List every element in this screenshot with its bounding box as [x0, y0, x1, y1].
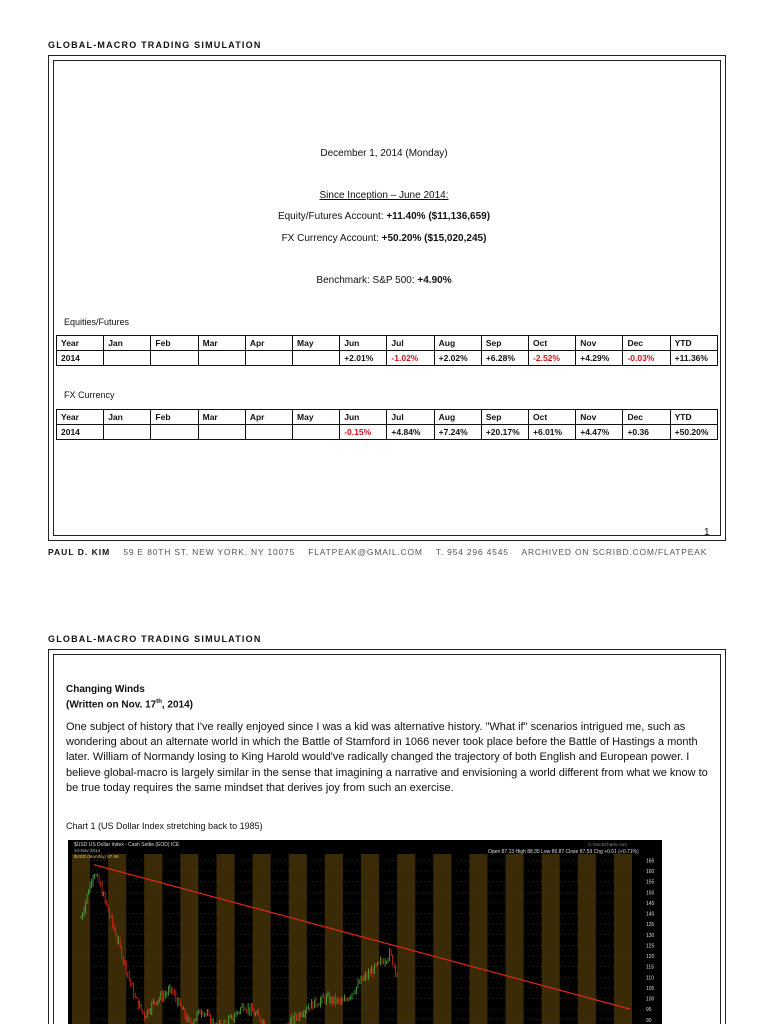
table-cell-year: 2014	[57, 351, 104, 366]
footer-archive[interactable]: ARCHIVED ON SCRIBD.COM/FLATPEAK	[521, 547, 708, 557]
chart-watermark: © StockCharts.com	[588, 842, 627, 847]
report-frame	[48, 55, 726, 541]
y-tick-label: 105	[646, 985, 655, 992]
column-header-jul: Jul	[387, 410, 434, 425]
table-cell-jan	[104, 351, 151, 366]
table-cell-ytd: +50.20%	[670, 425, 717, 440]
fx-returns-table	[56, 409, 718, 440]
y-tick-label: 120	[646, 954, 655, 960]
table-cell-may	[293, 351, 340, 366]
y-tick-label: 110	[646, 975, 654, 982]
table-cell-mar	[198, 351, 245, 366]
table-cell-dec: +0.36	[623, 425, 670, 440]
table-cell-apr	[245, 425, 292, 440]
fx-section-label: FX Currency	[64, 390, 115, 400]
page-number: 1	[704, 527, 710, 538]
column-header-sep: Sep	[481, 410, 528, 425]
column-header-sep: Sep	[481, 336, 528, 351]
column-header-jun: Jun	[340, 336, 387, 351]
table-cell-ytd: +11.36%	[670, 351, 717, 366]
column-header-aug: Aug	[434, 410, 481, 425]
column-header-may: May	[293, 336, 340, 351]
page-header: GLOBAL-MACRO TRADING SIMULATION	[48, 40, 262, 50]
table-cell-jan	[104, 425, 151, 440]
column-header-ytd: YTD	[670, 336, 717, 351]
y-tick-label: 90	[646, 1017, 652, 1024]
table-cell-jun: -0.15%	[340, 425, 387, 440]
table-header-row	[57, 336, 718, 351]
column-header-feb: Feb	[151, 410, 198, 425]
table-cell-oct: -2.52%	[529, 351, 576, 366]
y-tick-label: 130	[646, 932, 655, 939]
column-header-mar: Mar	[198, 336, 245, 351]
chart-header-ohlc: Open 87.13 High 88.35 Low 86.87 Close 87.59 Chg +0.61 (+0.71%)	[488, 849, 639, 855]
table-cell-feb	[151, 351, 198, 366]
equity-account-value: +11.40% ($11,136,659)	[386, 211, 491, 222]
y-tick-label: 115	[646, 964, 654, 971]
since-inception-heading: Since Inception – June 2014:	[319, 190, 449, 201]
table-cell-sep: +6.28%	[481, 351, 528, 366]
table-cell-jun: +2.01%	[340, 351, 387, 366]
page-header: GLOBAL-MACRO TRADING SIMULATION	[48, 634, 262, 644]
chart-header-date: 14-Nov-2014	[74, 848, 101, 853]
y-tick-label: 125	[646, 943, 655, 950]
y-tick-label: 95	[646, 1007, 652, 1014]
table-row	[57, 351, 718, 366]
y-tick-label: 100	[646, 996, 655, 1003]
benchmark-line	[0, 275, 768, 286]
table-cell-mar	[198, 425, 245, 440]
column-header-year: Year	[57, 410, 104, 425]
table-cell-dec: -0.03%	[623, 351, 670, 366]
column-header-nov: Nov	[576, 336, 623, 351]
page-footer	[48, 547, 728, 557]
y-tick-label: 140	[646, 911, 655, 918]
column-header-jan: Jan	[104, 336, 151, 351]
column-header-oct: Oct	[529, 336, 576, 351]
benchmark-value: +4.90%	[417, 275, 452, 286]
fx-account-line	[0, 233, 768, 244]
column-header-dec: Dec	[623, 410, 670, 425]
table-row	[57, 425, 718, 440]
footer-name: PAUL D. KIM	[48, 547, 111, 557]
chart-header-series: $USD (Monthly) 87.59	[74, 854, 119, 859]
y-tick-label: 165	[646, 858, 655, 865]
table-cell-nov: +4.29%	[576, 351, 623, 366]
y-tick-label: 135	[646, 922, 655, 929]
table-cell-sep: +20.17%	[481, 425, 528, 440]
y-tick-label: 155	[646, 879, 655, 886]
column-header-year: Year	[57, 336, 104, 351]
y-tick-label: 160	[646, 869, 655, 875]
table-cell-aug: +2.02%	[434, 351, 481, 366]
table-cell-jul: -1.02%	[387, 351, 434, 366]
chart-caption: Chart 1 (US Dollar Index stretching back to 1985)	[66, 821, 263, 831]
equity-account-label: Equity/Futures Account:	[277, 211, 387, 222]
column-header-jun: Jun	[340, 410, 387, 425]
column-header-jul: Jul	[387, 336, 434, 351]
table-cell-oct: +6.01%	[529, 425, 576, 440]
article-body: One subject of history that I've really enjoyed since I was a kid was alternative history. "What if" scenarios intrigued me, such as wondering about an alternate world in which the Battle of Stamford in 1066 never took place before the Battle of Hastings a month later. William of Normandy losing to King Harold would've radically changed the trajectory of both English and European power. I believe global-macro is largely similar in the sense that imagining a narrative and envisioning a world different from what we know to be true today requires the same mindset that derives joy from such an exercise.	[66, 721, 708, 794]
table-cell-jul: +4.84%	[387, 425, 434, 440]
equities-returns-table	[56, 335, 718, 366]
table-cell-aug: +7.24%	[434, 425, 481, 440]
article-title-date: (Written on Nov. 17th, 2014)	[66, 699, 194, 711]
column-header-aug: Aug	[434, 336, 481, 351]
footer-email[interactable]: FLATPEAK@GMAIL.COM	[308, 547, 423, 557]
usd-index-chart	[68, 840, 662, 1024]
equity-account-line	[0, 211, 768, 222]
chart-header-title: $USD US Dollar Index - Cash Settle (EOD) ICE	[74, 842, 180, 848]
table-cell-may	[293, 425, 340, 440]
column-header-mar: Mar	[198, 410, 245, 425]
column-header-feb: Feb	[151, 336, 198, 351]
column-header-jan: Jan	[104, 410, 151, 425]
usd-index-chart-svg	[68, 840, 662, 1024]
footer-phone: T. 954 296 4545	[435, 547, 509, 557]
table-cell-year: 2014	[57, 425, 104, 440]
column-header-nov: Nov	[576, 410, 623, 425]
report-inner-frame	[53, 60, 721, 536]
article-title	[66, 683, 193, 711]
column-header-dec: Dec	[623, 336, 670, 351]
column-header-apr: Apr	[245, 336, 292, 351]
column-header-ytd: YTD	[670, 410, 717, 425]
report-date: December 1, 2014 (Monday)	[320, 148, 448, 159]
table-cell-feb	[151, 425, 198, 440]
fx-account-value: +50.20% ($15,020,245)	[381, 233, 487, 244]
footer-address: 59 E 80TH ST. NEW YORK, NY 10075	[123, 547, 296, 557]
column-header-oct: Oct	[529, 410, 576, 425]
table-cell-nov: +4.47%	[576, 425, 623, 440]
table-header-row	[57, 410, 718, 425]
column-header-may: May	[293, 410, 340, 425]
y-tick-label: 150	[646, 890, 655, 897]
equities-section-label: Equities/Futures	[64, 317, 130, 327]
benchmark-label: Benchmark: S&P 500:	[316, 275, 418, 286]
article-title-main: Changing Winds	[66, 684, 145, 695]
table-cell-apr	[245, 351, 292, 366]
column-header-apr: Apr	[245, 410, 292, 425]
fx-account-label: FX Currency Account:	[281, 233, 382, 244]
y-tick-label: 145	[646, 900, 655, 907]
